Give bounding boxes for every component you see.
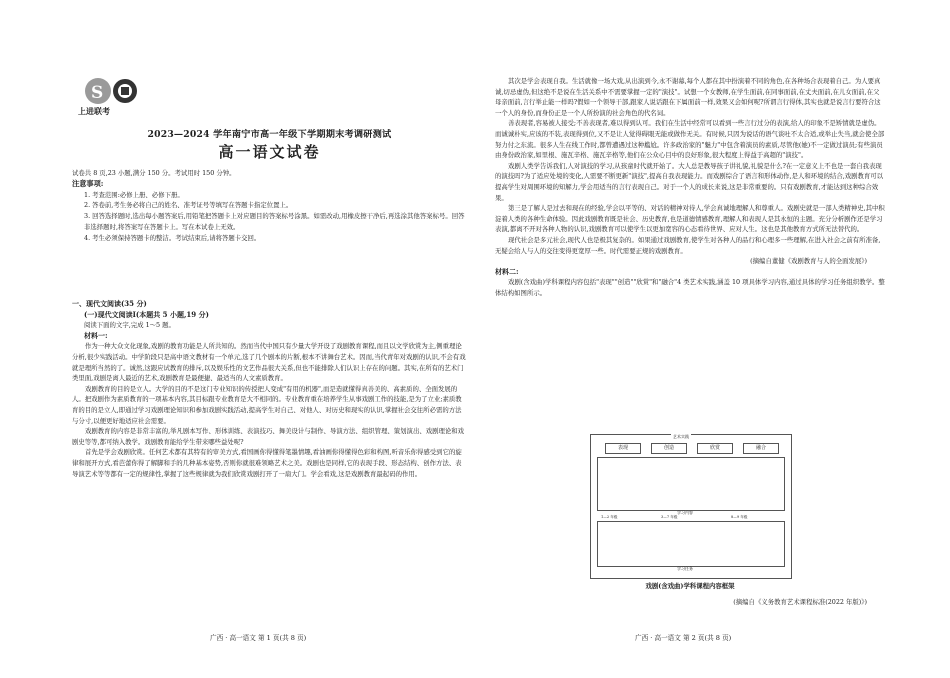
paragraph: 第三是了解人是过去和现在的经验,学会以平等的、对话的精神对待人,学会真诚地理解人和尊重人。戏剧史就是一部人类精神史,其中积淀着人类的各种生命体验。因此戏剧教育既是社会、历史教育,也是道德情感教育,理解人和表现人是其永恒的主题。充分分析剧作还是学习表演,都离不开对各种人物的认识,戏剧教育可以使学生以更加宽容的心态看待世界、应对人生。这也是其他教育方式所无法替代的。: [495, 204, 885, 234]
exam-intro: 试卷共 8 页,23 小题,满分 150 分。考试用时 150 分钟。: [72, 169, 236, 177]
diagram-grade: 3—7 年级: [661, 515, 678, 519]
notes-heading: 注意事项:: [72, 178, 104, 188]
paragraph: 其次是学会表现自我。生活就像一场大戏,从出演到今,永不谢幕,每个人都在其中扮演着不同的角色,在各种场合表现着自己。为人要真诚,切忌虚伪,但这绝不是说在生活关系中不需要掌握一定的"演技"。试想一个女教师,在学生面前,在同事面前,在丈夫面前,在儿女面前,在父母亲面前,言行举止能一样吗?假如一个领导干部,跟家人说话跟在下属面前一样,效果又会如何呢?所谓言行得体,其实也就是说言行要符合这一个人的身份,而身份正是一个人所扮演的社会角色的代名词。: [495, 77, 881, 117]
paragraph: 戏剧教育的目的是立人。大学的目的不是这门专业知识的传授把人变成"有用的机器",而是造就懂得真善美的、高素质的、全面发展的人。把戏剧作为素质教育的一项基本内容,其目标跟专业教育是大不相同的。专业教育重在培养学生从事戏剧工作的技能,是为了立业;素质教育的目的是立人,即通过学习戏剧理论知识和参加戏剧实践活动,提高学生对自己、对他人、对历史和现实的认识,掌握社会交往所必需的方法与分寸,以便更好地适应社会需要。: [72, 384, 462, 425]
subsection-heading: (一)现代文阅读Ⅰ(本题共 5 小题,19 分): [84, 309, 209, 319]
diagram-task: 表现: [605, 443, 641, 454]
right-column: [495, 76, 885, 298]
curriculum-diagram: [590, 434, 792, 579]
notes-block: [72, 168, 467, 244]
page-footer-left: 广西 · 高一语文 第 1 页(共 8 页): [210, 634, 307, 642]
paragraph: 首先是学会戏剧欣赏。任何艺术都有其特有的审美方式,看国画你得懂得笔墨情趣,看油画你得懂得色彩和构图,听音乐你得感受到它的旋律和展开方式,看芭蕾你得了解脚和手的几种基本姿势,否则你就很难领略艺术之美。戏剧也是同样,它的表现手段、形态结构、创作方法、表导演艺术等等都有一定的规律性,掌握了这些规律就为我们欣赏戏剧打开了一扇大门。学会看戏,这是戏剧教育最起码的作用。: [72, 448, 462, 478]
diagram-top-label: 艺术实践: [673, 434, 689, 439]
diagram-task: 创造: [651, 443, 687, 454]
paragraph: 善表现者,容易被人接受;不善表现者,难以得到认可。我们在生活中经常可以看到一些言行过分的表演,给人的印象不是矫情就是虚伪。而诚诚朴实,应该的不装,表现得到位,又不是让人觉得碍眼无能或做作无关。有时候,只因为说话的语气谈吐不太合适,或举止失当,就会使全部努力付之东流。很多人生在线工作时,都曾遭遇过这种尴尬。许多政治家的"魅力"中包含着演员的素质,尽管他(她)不一定做过演员;有些演员由身份政治家,如里根、施瓦辛格、施瓦辛格等,他们在公众心目中的良好形象,很大程度上得益于高超的"演技"。: [495, 119, 885, 160]
page-footer-right: 广西 · 高一语文 第 2 页(共 8 页): [635, 634, 732, 642]
diagram-mid-label: 学习内容: [677, 510, 693, 515]
material1-heading: 材料一:: [84, 330, 108, 340]
diagram-task: 融合: [743, 443, 779, 454]
subject-title: 高一语文试卷: [218, 143, 321, 161]
note-item: 3. 回答选择题时,选出每小题答案后,用铅笔把答题卡上对应题目的答案标号涂黑。如需改动,用橡皮擦干净后,再选涂其他答案标号。回答非选择题时,将答案写在答题卡上。写在本试卷上无效。: [84, 212, 465, 231]
paragraph: 戏剧人类学告诉我们,人对演技的学习,从孩童时代就开始了。大人总是教导孩子讲礼貌,礼貌是什么?在一定意义上不也是一套自我表现的演技吗?为了适应处境的变化,人需要不断更新"演技",提高自我表现能力。而戏剧综合了语言和形体动作,是人和环境的结合,戏剧教育可以提高学生对周围环境的知解力,学会用适当的言行表现自己。对于一个人的成长来说,这是非常重要的。只有戏剧教育,才能达到这种综合效果。: [495, 161, 884, 202]
diagram-caption: 戏剧(含戏曲)学科课程内容框架: [645, 582, 735, 590]
reading-section: [72, 299, 467, 479]
paragraph: 作为一种大众文化现象,戏剧的教育功能是人所共知的。然而当代中国只有少量大学开设了戏剧教育课程,而且以文学欣赏为主,侧重理论分析,很少实践活动。中学阶段只是高中语文教材有一个单元,选了几个剧本的片断,根本不讲舞台艺术。因而,当代青年对戏剧的认识,不会有戏就是理所当然的了。诚然,这跟应试教育的排斥,以及娱乐性的文艺作品很大关系,但也不能排除人们认识上存在的问题。其实,在所有的艺术门类里面,戏剧是离人最近的艺术,戏剧教育是最便捷、最适当的人文素质教育。: [72, 342, 466, 383]
diagram-task-box: [597, 521, 785, 567]
material2-heading: 材料二:: [495, 266, 519, 276]
svg-text:S: S: [91, 83, 104, 103]
section-heading: 一、现代文阅读(35 分): [72, 299, 147, 308]
diagram-grade: 1—2 年级: [601, 515, 618, 519]
brand-text: 上进联考: [78, 107, 110, 116]
paragraph: 戏剧(含戏曲)学科课程内容包括"表现""创造""欣赏"和"融合"4 类艺术实践,涵盖 10 项具体学习内容,通过具体的学习任务组织教学。整体结构如图所示。: [495, 278, 885, 297]
paragraph: 戏剧教育的内容是非常丰富的,举凡剧本写作、形体训练、表演技巧、舞美设计与制作、导演方法、组织管理、策划演出、戏剧理论和戏剧史等等,都可纳入教学。戏剧教育能给学生带来哪些益处呢?: [72, 427, 465, 446]
read-instruction: 阅读下面的文字,完成 1～5 题。: [84, 321, 175, 330]
paragraph: 现代社会是多元社会,现代人也是极其复杂的。如果通过戏剧教育,使学生对各种人的品行和心理多一些理解,在进入社会之前有所准备,无疑会给人与人的交往变得更宽厚一些。时代需要正规的戏剧教育。: [495, 235, 881, 255]
note-item: 4. 考生必须保持答题卡的整洁。考试结束后,请将答题卡交回。: [84, 233, 261, 242]
diagram-content-box: [597, 457, 785, 511]
diagram-task: 欣赏: [697, 443, 733, 454]
note-item: 1. 考查范围:必修上册、必修下册。: [84, 190, 184, 199]
citation: (摘编自董健《戏剧教育与人的全面发展》): [750, 257, 867, 266]
citation: (摘编自《义务教育艺术课程标准(2022 年版)》): [733, 598, 867, 606]
exam-title: 2023—2024 学年南宁市高一年级下学期期末考调研测试: [147, 129, 392, 140]
exam-logo: [78, 74, 148, 120]
diagram-bottom-label: 学习任务: [677, 566, 693, 571]
note-item: 2. 答卷前,考生务必将自己的姓名、准考证号等填写在答题卡指定位置上。: [84, 201, 293, 210]
diagram-grade: 8—9 年级: [731, 515, 748, 519]
